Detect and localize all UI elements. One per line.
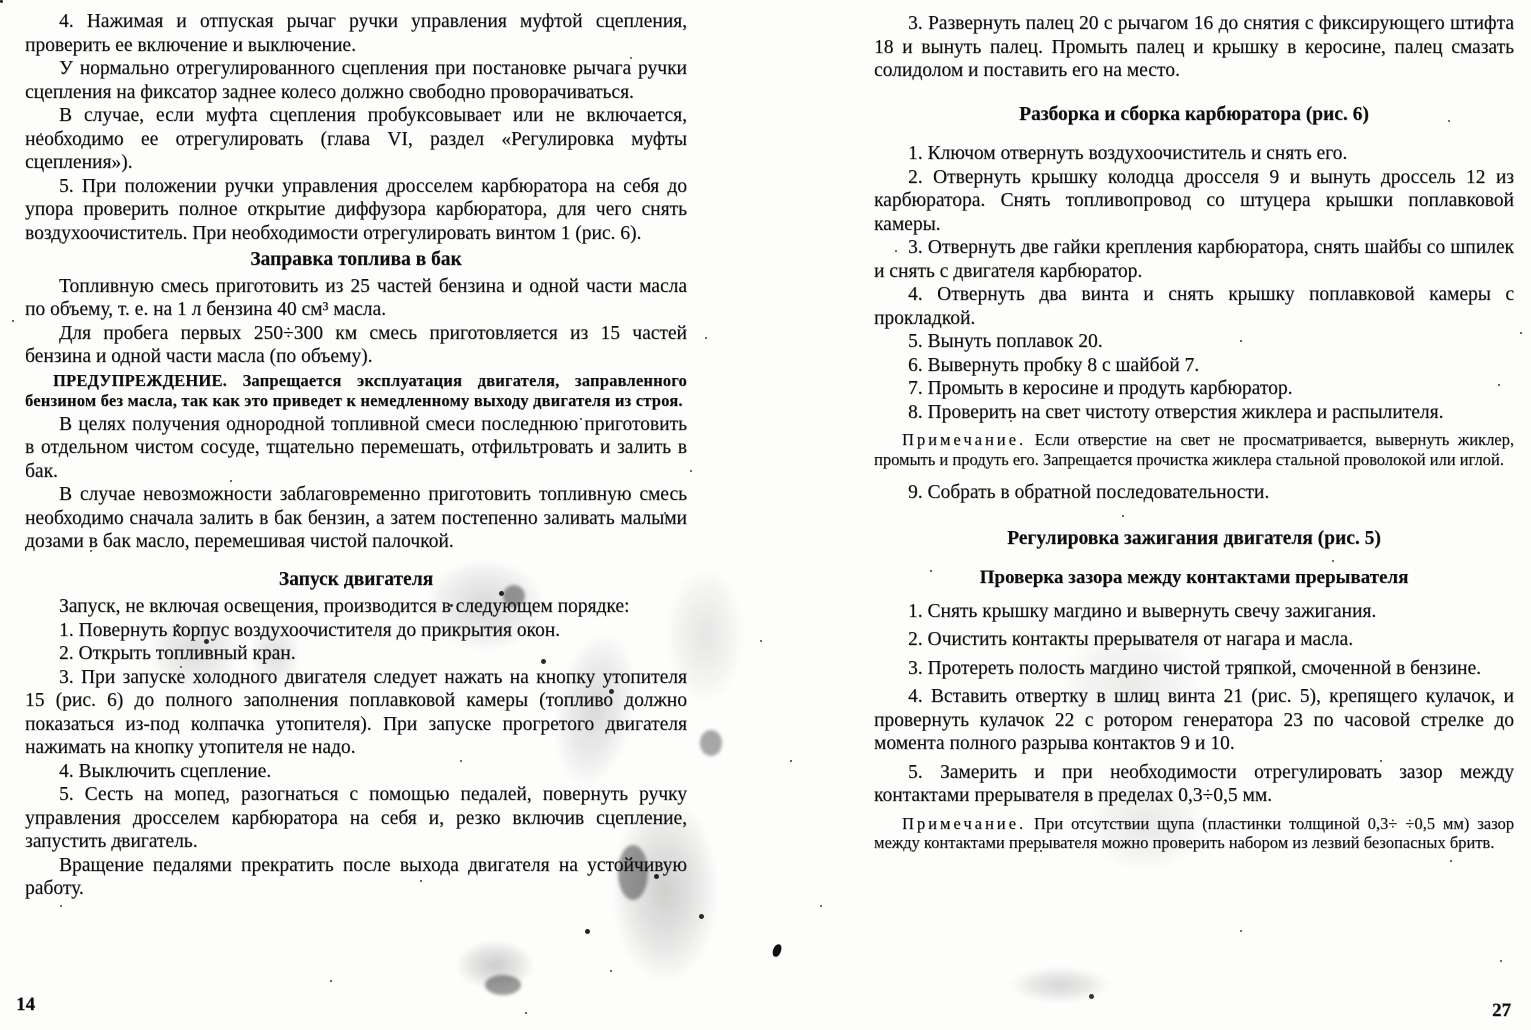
step-item: 2. Отвернуть крышку колодца дросселя 9 и вынуть дроссель 12 из карбюратора. Снять топливопровод со штуцера крышки поплавковой камеры.: [874, 166, 1514, 235]
step-item: 4. Отвернуть два винта и снять крышку поплавковой камеры с прокладкой.: [874, 284, 1514, 329]
section-heading-engine-start: Запуск двигателя: [278, 568, 434, 590]
paragraph: В случае невозможности заблаговременно приготовить топливную смесь необходимо сначала залить в бак бензин, а затем постепенно заливать малыми дозами в бак масло, перемешивая чистой палочкой.: [25, 484, 687, 552]
note-label: Примечание.: [902, 813, 1027, 833]
ink-smudge: [440, 930, 550, 1000]
step-item: 3. Отвернуть две гайки крепления карбюратора, снять шайбы со шпилек и снять с двигателя карбюратор.: [874, 237, 1514, 282]
step-item: 3. Протереть полость магдино чистой тряпкой, смоченной в бензине.: [908, 657, 1481, 679]
step-item: 2. Открыть топливный кран.: [59, 643, 296, 664]
paragraph: 3. Развернуть палец 20 с рычагом 16 до снятия с фиксирующего штифта 18 и вынуть палец. Промыть палец и крышку в керосине, палец смазать солидолом и поставить его на место.: [874, 13, 1514, 81]
paragraph: В случае, если муфта сцепления пробуксовывает или не включается, необходимо ее отрегулировать (глава VI, раздел «Регулировка муфты сцепления»).: [25, 105, 687, 173]
paragraph: Для пробега первых 250÷300 км смесь приготовляется из 15 частей бензина и одной части масла (по объему).: [25, 322, 687, 367]
step-item: 3. При запуске холодного двигателя следует нажать на кнопку утопителя 15 (рис. 6) до полного заполнения поплавковой камеры (топливо должно показаться из-под колпачка утопителя). При запуске прогретого двигателя нажимать на кнопку утопителя не надо.: [25, 666, 687, 758]
paragraph: Топливную смесь приготовить из 25 частей бензина и одной части масла по объему, т. е. на 1 л бензина 40 см³ масла.: [25, 275, 687, 320]
paragraph: У нормально отрегулированного сцепления при постановке рычага ручки сцепления на фиксатор заднее колесо должно свободно проворачиваться.: [25, 58, 687, 103]
note-text: При отсутствии щупа (пластинки толщиной 0,3÷ ÷0,5 мм) зазор между контактами прерывателя можно проверить набором из лезвий безопасных бритв.: [874, 813, 1515, 852]
step-item: 7. Промыть в керосине и продуть карбюратор.: [908, 378, 1293, 399]
step-item: 1. Ключом отвернуть воздухоочиститель и снять его.: [908, 143, 1348, 164]
ink-blot: [700, 730, 722, 756]
subsection-heading-gap-check: Проверка зазора между контактами прерывателя: [979, 567, 1409, 588]
step-item: 4. Выключить сцепление.: [59, 760, 272, 782]
step-item: 5. Вынуть поплавок 20.: [908, 331, 1103, 352]
section-heading-carburetor: Разборка и сборка карбюратора (рис. 6): [1019, 103, 1369, 125]
paragraph: В целях получения однородной топливной смеси последнюю приготовить в отдельном чистом сосуде, тщательно перемешать, отфильтровать и залить в бак.: [25, 413, 687, 482]
ink-smudge: [990, 960, 1130, 1010]
page-number-left: 14: [16, 994, 35, 1015]
paragraph: 4. Нажимая и отпуская рычаг ручки управления муфтой сцепления, проверить ее включение и выключение.: [25, 11, 687, 56]
step-item: 9. Собрать в обратной последовательности.: [908, 482, 1270, 503]
page-number-right: 27: [1492, 1000, 1511, 1021]
ink-blot: [485, 975, 521, 995]
paragraph: Запуск, не включая освещения, производится в следующем порядке:: [59, 596, 630, 617]
warning-paragraph: ПРЕДУПРЕЖДЕНИЕ. Запрещается эксплуатация двигателя, заправленного бензином без масла, так как это приведет к немедленному выходу двигателя из строя.: [25, 370, 687, 410]
step-item: 1. Повернуть корпус воздухоочистителя до прикрытия окон.: [59, 619, 561, 641]
paragraph: 5. При положении ручки управления дросселем карбюратора на себя до упора проверить полное открытие диффузора карбюратора, для чего снять воздухоочиститель. При необходимости отрегулировать винтом 1 (рис. 6).: [25, 175, 687, 244]
step-item: 2. Очистить контакты прерывателя от нагара и масла.: [908, 629, 1354, 650]
dust-speckles: [0, 0, 2, 2]
step-item: 5. Сесть на мопед, разогнаться с помощью педалей, повернуть ручку управления дросселем карбюратора на себя и, резко включив сцепление, запустить двигатель.: [25, 784, 687, 852]
page-left: [25, 10, 687, 901]
note-paragraph: [874, 430, 1514, 469]
paragraph: Вращение педалями прекратить после выхода двигателя на устойчивую работу.: [25, 854, 687, 899]
dust-speckles: [0, 0, 3, 3]
ink-mark: [772, 943, 783, 958]
note-label: Примечание.: [902, 430, 1027, 449]
note-paragraph: [874, 814, 1514, 853]
note-text: Если отверстие на свет не просматривается, вывернуть жиклер, промыть и продуть его. Запрещается прочистка жиклера стальной проволокой или иглой.: [874, 430, 1515, 469]
step-item: 5. Замерить и при необходимости отрегулировать зазор между контактами прерывателя в пределах 0,3÷0,5 мм.: [874, 761, 1514, 806]
step-item: 6. Вывернуть пробку 8 с шайбой 7.: [908, 354, 1200, 376]
step-item: 8. Проверить на свет чистоту отверстия жиклера и распылителя.: [908, 401, 1444, 423]
step-item: 4. Вставить отвертку в шлиц винта 21 (рис. 5), крепящего кулачок, и провернуть кулачок 22 с ротором генератора 23 по часовой стрелке до момента полного разрыва контактов 9 и 10.: [874, 686, 1514, 754]
section-heading-fuel: Заправка топлива в бак: [250, 249, 462, 270]
step-item: 1. Снять крышку магдино и вывернуть свечу зажигания.: [908, 600, 1377, 622]
page-right: [874, 12, 1514, 861]
section-heading-ignition: Регулировка зажигания двигателя (рис. 5): [1007, 527, 1381, 549]
